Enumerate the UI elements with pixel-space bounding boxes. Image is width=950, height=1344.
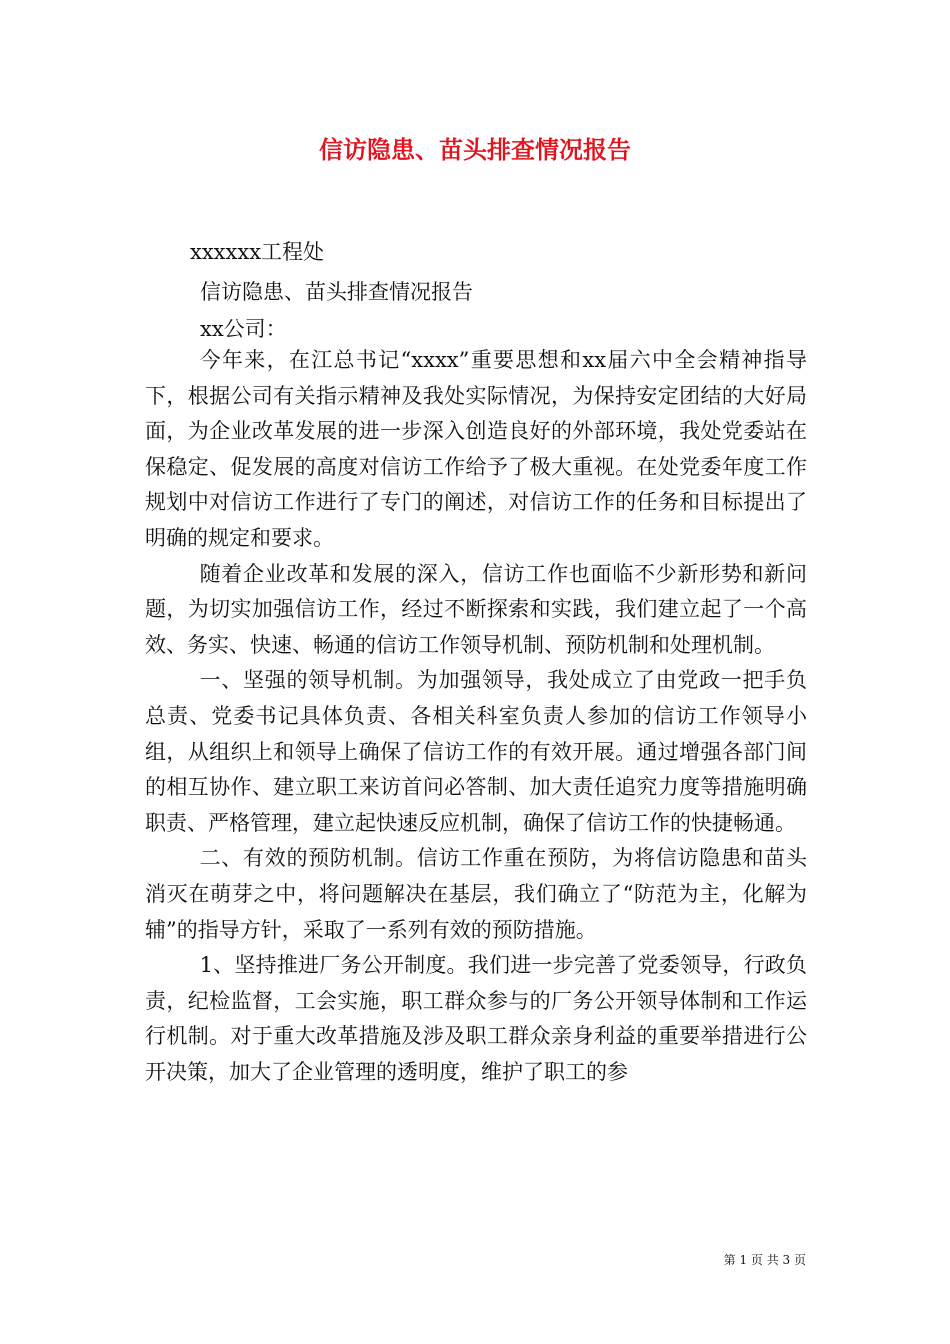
paragraph: 1、坚持推进厂务公开制度。我们进一步完善了党委领导，行政负责，纪检监督，工会实施，职工群众参与的厂务公开领导体制和工作运行机制。对于重大改革措施及涉及职工群众亲身利益的重要举措进行公开决策，加大了企业管理的透明度，维护了职工的参 <box>145 953 807 1084</box>
paragraph: 随着企业改革和发展的深入，信访工作也面临不少新形势和新问题，为切实加强信访工作，经过不断探索和实践，我们建立起了一个高效、务实、快速、畅通的信访工作领导机制、预防机制和处理机制。 <box>145 561 807 657</box>
document-body <box>145 343 807 1090</box>
page-number: 第 1 页 共 3 页 <box>723 1253 806 1267</box>
paragraph: 一、坚强的领导机制。为加强领导，我处成立了由党政一把手负总责、党委书记具体负责、各相关科室负责人参加的信访工作领导小组，从组织上和领导上确保了信访工作的有效开展。通过增强各部门间的相互协作、建立职工来访首问必答制、加大责任追究力度等措施明确职责、严格管理，建立起快速反应机制，确保了信访工作的快捷畅通。 <box>145 668 807 835</box>
paragraph: 今年来，在江总书记“xxxx”重要思想和xx届六中全会精神指导下，根据公司有关指示精神及我处实际情况，为保持安定团结的大好局面，为企业改革发展的进一步深入创造良好的外部环境，我处党委站在保稳定、促发展的高度对信访工作给予了极大重视。在处党委年度工作规划中对信访工作进行了专门的阐述，对信访工作的任务和目标提出了明确的规定和要求。 <box>145 348 807 550</box>
document-title: 信访隐患、苗头排查情况报告 <box>319 135 631 164</box>
paragraph: 二、有效的预防机制。信访工作重在预防，为将信访隐患和苗头消灭在萌芽之中，将问题解决在基层，我们确立了“防范为主，化解为辅”的指导方针，采取了一系列有效的预防措施。 <box>145 846 807 942</box>
report-subtitle: 信访隐患、苗头排查情况报告 <box>200 280 473 304</box>
organization-line: xxxxxx工程处 <box>190 240 325 264</box>
salutation: xx公司： <box>200 317 287 341</box>
